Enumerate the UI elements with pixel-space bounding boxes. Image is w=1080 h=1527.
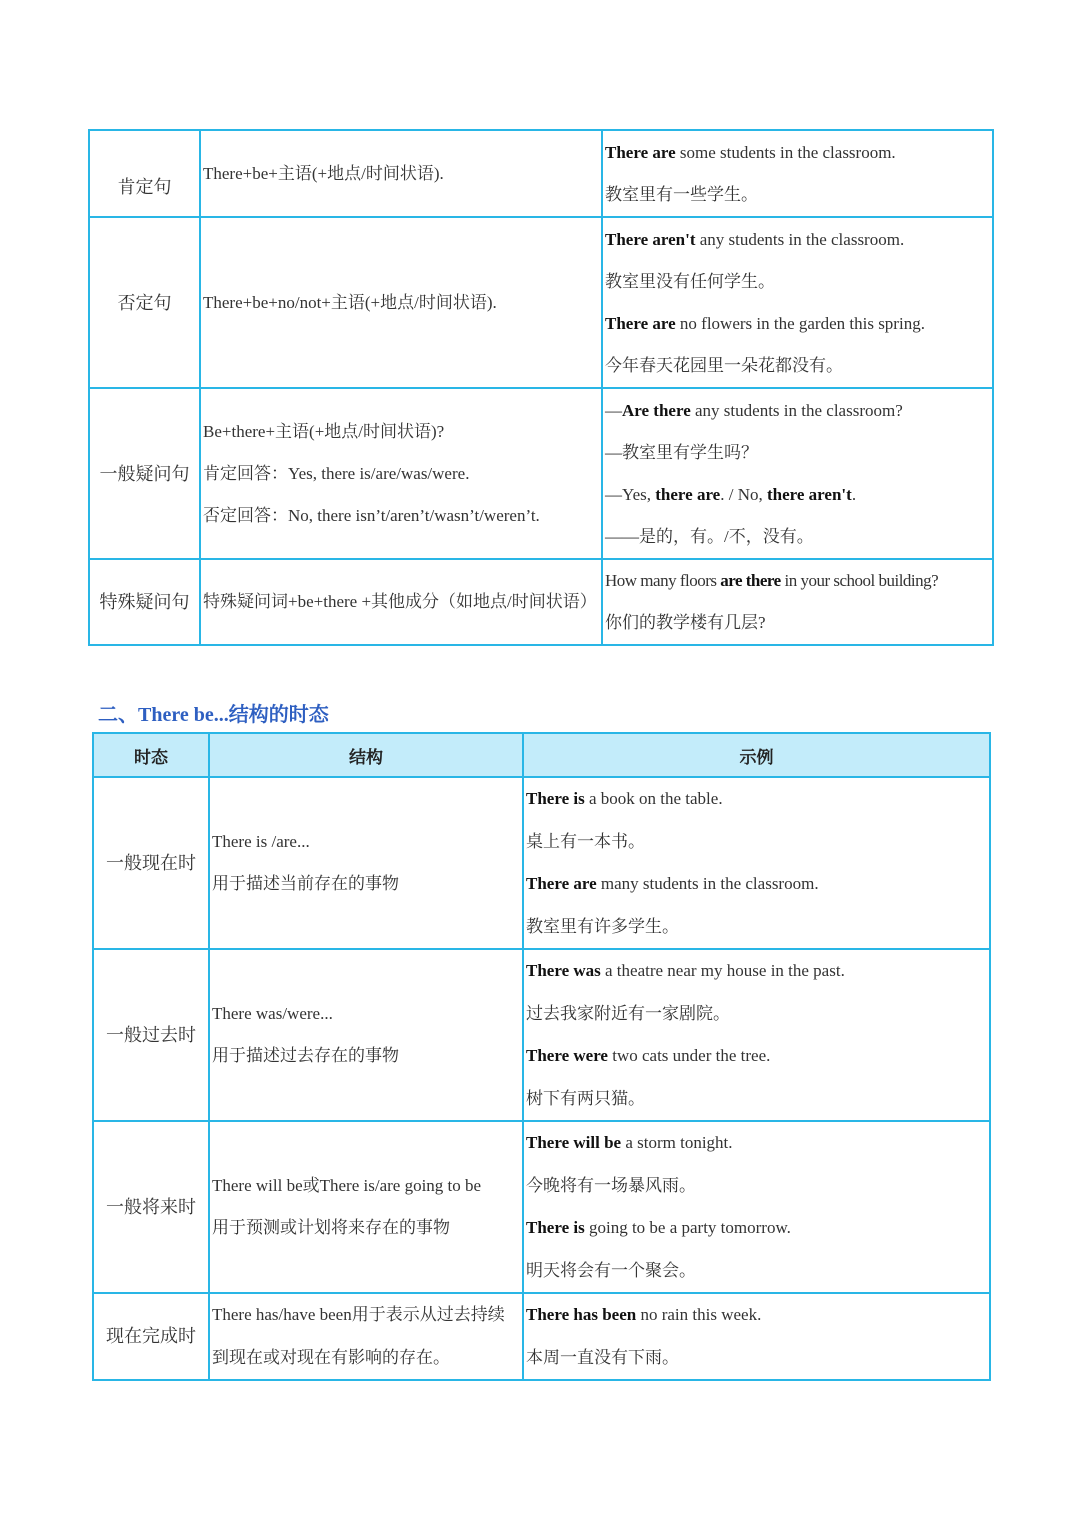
structure-text: 用于预测或计划将来存在的事物 — [212, 1218, 450, 1237]
structure-cell — [200, 388, 602, 559]
structure-cell — [200, 217, 602, 388]
row-type: 一般疑问句 — [89, 388, 200, 559]
structure-text: 用于描述过去存在的事物 — [212, 1046, 399, 1065]
example-cell — [523, 1121, 990, 1293]
example-line: —教室里有学生吗？ — [605, 442, 758, 462]
row-type: 肯定句 — [89, 130, 200, 217]
structure-text: There+be+主语(+地点/时间状语). — [203, 163, 444, 183]
structure-cell — [209, 777, 523, 949]
tense-cell: 一般将来时 — [93, 1121, 209, 1293]
example-line: —Are there any students in the classroom? — [605, 400, 903, 420]
row-type: 特殊疑问句 — [89, 559, 200, 645]
tense-cell: 一般过去时 — [93, 949, 209, 1121]
example-line: 过去我家附近有一家剧院。 — [526, 1003, 730, 1023]
table-row — [89, 559, 993, 645]
example-line: There were two cats under the tree. — [526, 1046, 771, 1065]
example-line: How many floors are there in your school building? — [605, 571, 939, 590]
example-cell — [602, 388, 993, 559]
column-header-structure: 结构 — [209, 733, 523, 777]
example-line: There is a book on the table. — [526, 789, 723, 808]
example-line: 今晚将有一场暴风雨。 — [526, 1175, 696, 1195]
structure-text: 肯定回答：Yes, there is/are/was/were. — [203, 463, 470, 483]
example-cell — [523, 1293, 990, 1380]
structure-cell — [209, 1293, 523, 1380]
table-row — [89, 217, 993, 388]
table-row — [89, 130, 993, 217]
example-cell — [602, 130, 993, 217]
example-cell — [602, 217, 993, 388]
example-line: —Yes, there are. / No, there aren't. — [605, 484, 857, 504]
structure-cell — [209, 1121, 523, 1293]
example-cell — [523, 949, 990, 1121]
structure-text: 否定回答：No, there isn’t/aren’t/wasn’t/weren’t. — [203, 505, 540, 525]
column-header-tense: 时态 — [93, 733, 209, 777]
there-be-tenses-table — [92, 732, 991, 1381]
example-line: 今年春天花园里一朵花都没有。 — [605, 355, 843, 375]
example-line: There are some students in the classroom. — [605, 142, 896, 162]
example-line: ——是的，有。/不，没有。 — [605, 526, 814, 546]
example-line: 教室里有许多学生。 — [526, 916, 679, 936]
example-line: 树下有两只猫。 — [526, 1088, 645, 1108]
row-type: 否定句 — [89, 217, 200, 388]
table-row — [93, 777, 990, 949]
example-line: 你们的教学楼有几层? — [605, 613, 766, 632]
structure-text: There is /are... — [212, 831, 310, 851]
example-line: 桌上有一本书。 — [526, 831, 645, 851]
structure-text: There will be或There is/are going to be — [212, 1175, 482, 1195]
table-row — [89, 388, 993, 559]
example-line: There has been no rain this week. — [526, 1305, 762, 1324]
example-line: There aren't any students in the classroom. — [605, 229, 905, 249]
table-row — [93, 949, 990, 1121]
structure-cell — [209, 949, 523, 1121]
section-heading: 二、There be...结构的时态 — [98, 704, 329, 726]
example-line: There was a theatre near my house in the past. — [526, 961, 845, 980]
structure-text: There has/have been用于表示从过去持续到现在或对现在有影响的存在。 — [212, 1305, 505, 1367]
example-line: There are many students in the classroom. — [526, 874, 819, 893]
tense-cell: 现在完成时 — [93, 1293, 209, 1380]
there-be-sentence-types-table — [88, 129, 994, 646]
example-line: There will be a storm tonight. — [526, 1133, 733, 1152]
example-line: There is going to be a party tomorrow. — [526, 1218, 791, 1237]
example-line: 教室里没有任何学生。 — [605, 271, 775, 291]
example-line: There are no flowers in the garden this spring. — [605, 313, 925, 333]
example-line: 教室里有一些学生。 — [605, 184, 758, 204]
tense-cell: 一般现在时 — [93, 777, 209, 949]
structure-cell — [200, 130, 602, 217]
structure-text: Be+there+主语(+地点/时间状语)? — [203, 421, 445, 441]
example-cell — [602, 559, 993, 645]
table-row — [93, 1121, 990, 1293]
structure-text: 用于描述当前存在的事物 — [212, 874, 399, 893]
structure-text: 特殊疑问词+be+there +其他成分（如地点/时间状语） — [203, 592, 597, 611]
example-line: 本周一直没有下雨。 — [526, 1347, 679, 1367]
column-header-example: 示例 — [523, 733, 990, 777]
header-row — [93, 733, 990, 777]
table-row — [93, 1293, 990, 1380]
structure-cell — [200, 559, 602, 645]
example-line: 明天将会有一个聚会。 — [526, 1260, 696, 1280]
structure-text: There was/were... — [212, 1003, 333, 1023]
structure-text: There+be+no/not+主语(+地点/时间状语). — [203, 292, 497, 312]
example-cell — [523, 777, 990, 949]
